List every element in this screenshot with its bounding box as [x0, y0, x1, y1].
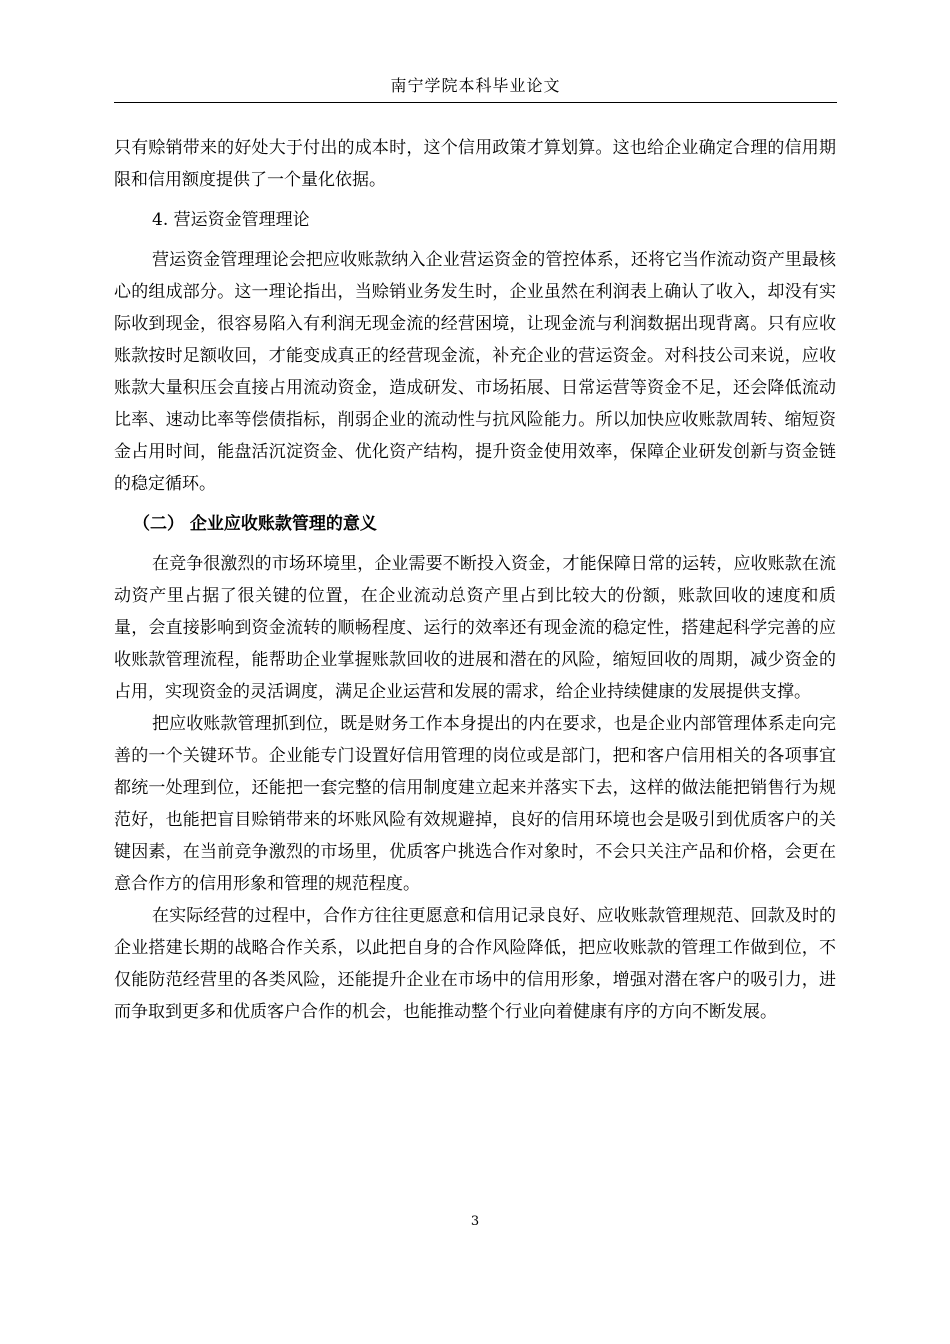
page-header [114, 70, 837, 103]
document-body [114, 132, 836, 1028]
paragraph-significance-1: 在竞争很激烈的市场环境里，企业需要不断投入资金，才能保障日常的运转，应收账款在流动资产里占据了很关键的位置，在企业流动总资产里占到比较大的份额，账款回收的速度和质量，会直接影响到资金流转的顺畅程度、运行的效率还有现金流的稳定性，搭建起科学完善的应收账款管理流程，能帮助企业掌握账款回收的进展和潜在的风险，缩短回收的周期，减少资金的占用，实现资金的灵活调度，满足企业运营和发展的需求，给企业持续健康的发展提供支撑。 [114, 554, 836, 702]
section-title-significance: （二） 企业应收账款管理的意义 [133, 514, 377, 534]
subheading-working-capital-theory: 4. 营运资金管理理论 [152, 210, 310, 230]
page-number: 3 [470, 1214, 480, 1229]
header-title: 南宁学院本科毕业论文 [390, 76, 561, 95]
paragraph-working-capital: 营运资金管理理论会把应收账款纳入企业营运资金的管控体系，还将它当作流动资产里最核心的组成部分。这一理论指出，当赊销业务发生时，企业虽然在利润表上确认了收入，却没有实际收到现金，很容易陷入有利润无现金流的经营困境，让现金流与利润数据出现背离。只有应收账款按时足额收回，才能变成真正的经营现金流，补充企业的营运资金。对科技公司来说，应收账款大量积压会直接占用流动资金，造成研发、市场拓展、日常运营等资金不足，还会降低流动比率、速动比率等偿债指标，削弱企业的流动性与抗风险能力。所以加快应收账款周转、缩短资金占用时间，能盘活沉淀资金、优化资产结构，提升资金使用效率，保障企业研发创新与资金链的稳定循环。 [114, 250, 836, 494]
paragraph-continuation: 只有赊销带来的好处大于付出的成本时，这个信用政策才算划算。这也给企业确定合理的信用期限和信用额度提供了一个量化依据。 [114, 138, 836, 190]
paragraph-significance-3: 在实际经营的过程中，合作方往往更愿意和信用记录良好、应收账款管理规范、回款及时的企业搭建长期的战略合作关系，以此把自身的合作风险降低，把应收账款的管理工作做到位，不仅能防范经营里的各类风险，还能提升企业在市场中的信用形象，增强对潜在客户的吸引力，进而争取到更多和优质客户合作的机会，也能推动整个行业向着健康有序的方向不断发展。 [114, 906, 836, 1022]
paragraph-significance-2: 把应收账款管理抓到位，既是财务工作本身提出的内在要求，也是企业内部管理体系走向完善的一个关键环节。企业能专门设置好信用管理的岗位或是部门，把和客户信用相关的各项事宜都统一处理到位，还能把一套完整的信用制度建立起来并落实下去，这样的做法能把销售行为规范好，也能把盲目赊销带来的坏账风险有效规避掉，良好的信用环境也会是吸引到优质客户的关键因素，在当前竞争激烈的市场里，优质客户挑选合作对象时，不会只关注产品和价格，会更在意合作方的信用形象和管理的规范程度。 [114, 714, 836, 894]
